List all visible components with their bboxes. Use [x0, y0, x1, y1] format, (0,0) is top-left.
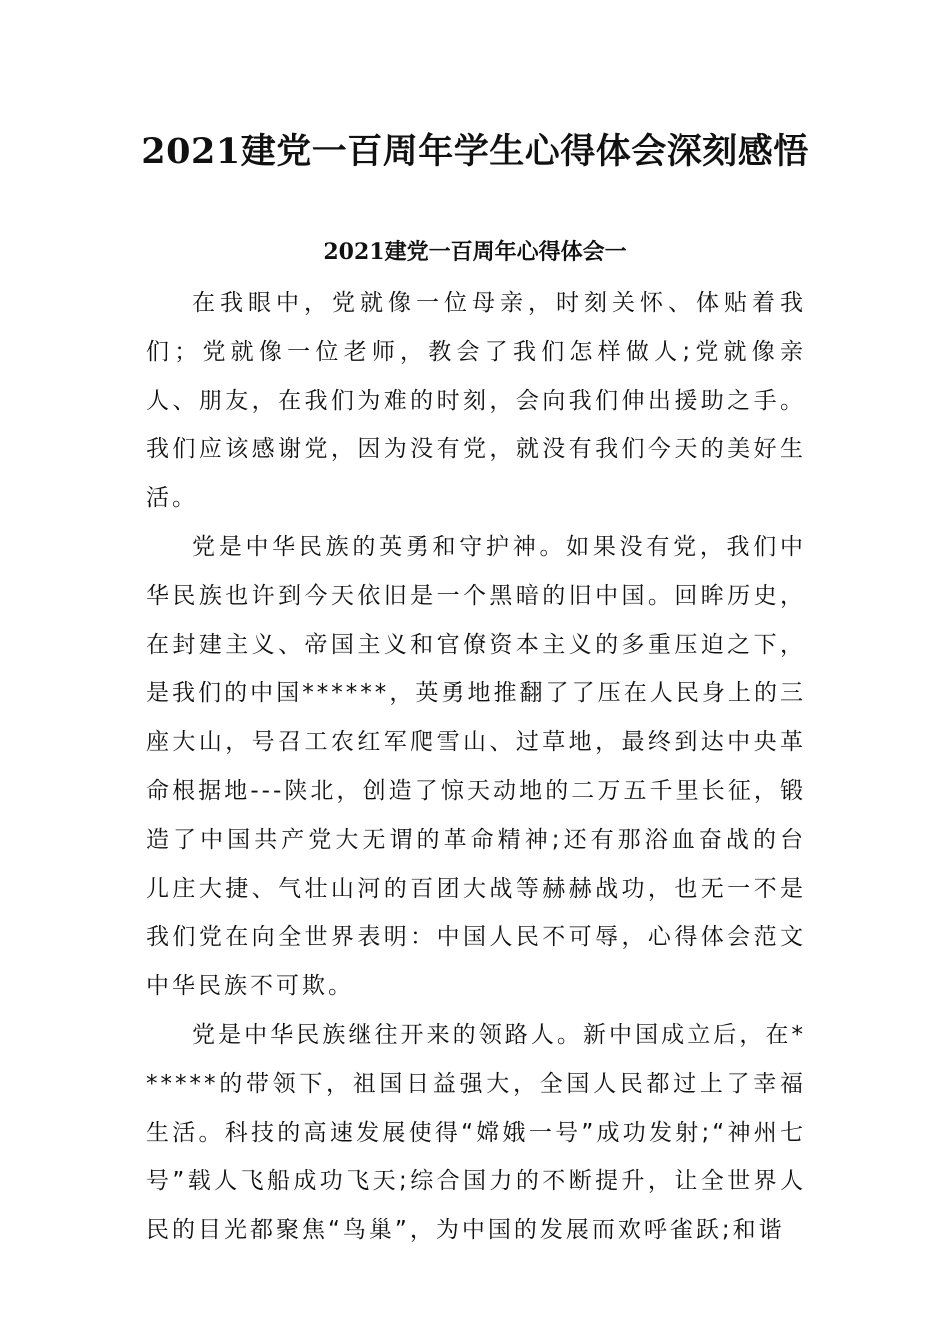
paragraph: 在我眼中，党就像一位母亲，时刻关怀、体贴着我们；党就像一位老师，教会了我们怎样做人;党就像亲人、朋友，在我们为难的时刻，会向我们伸出援助之手。我们应该感谢党，因为没有党，就没有我们今天的美好生活。 [146, 290, 806, 512]
paragraph: 党是中华民族继往开来的领路人。新中国成立后，在******的带领下，祖国日益强大，全国人民都过上了幸福生活。科技的高速发展使得“嫦娥一号”成功发射;“神州七号”载人飞船成功飞天;综合国力的不断提升，让全世界人民的目光都聚焦“鸟巢”，为中国的发展而欢呼雀跃;和谐 [146, 1021, 806, 1244]
paragraph: 党是中华民族的英勇和守护神。如果没有党，我们中华民族也许到今天依旧是一个黑暗的旧中国。回眸历史，在封建主义、帝国主义和官僚资本主义的多重压迫之下，是我们的中国******，英勇地推翻了了压在人民身上的三座大山，号召工农红军爬雪山、过草地，最终到达中央革命根据地---陕北，创造了惊天动地的二万五千里长征，锻造了中国共产党大无谓的革命精神;还有那浴血奋战的台儿庄大捷、气壮山河的百团大战等赫赫战功，也无一不是我们党在向全世界表明：中国人民不可辱，心得体会范文中华民族不可欺。 [146, 533, 806, 1000]
document-title: 2021建党一百周年学生心得体会深刻感悟 [141, 131, 809, 172]
section-heading: 2021建党一百周年心得体会一 [323, 239, 627, 265]
document-body [146, 279, 806, 1255]
